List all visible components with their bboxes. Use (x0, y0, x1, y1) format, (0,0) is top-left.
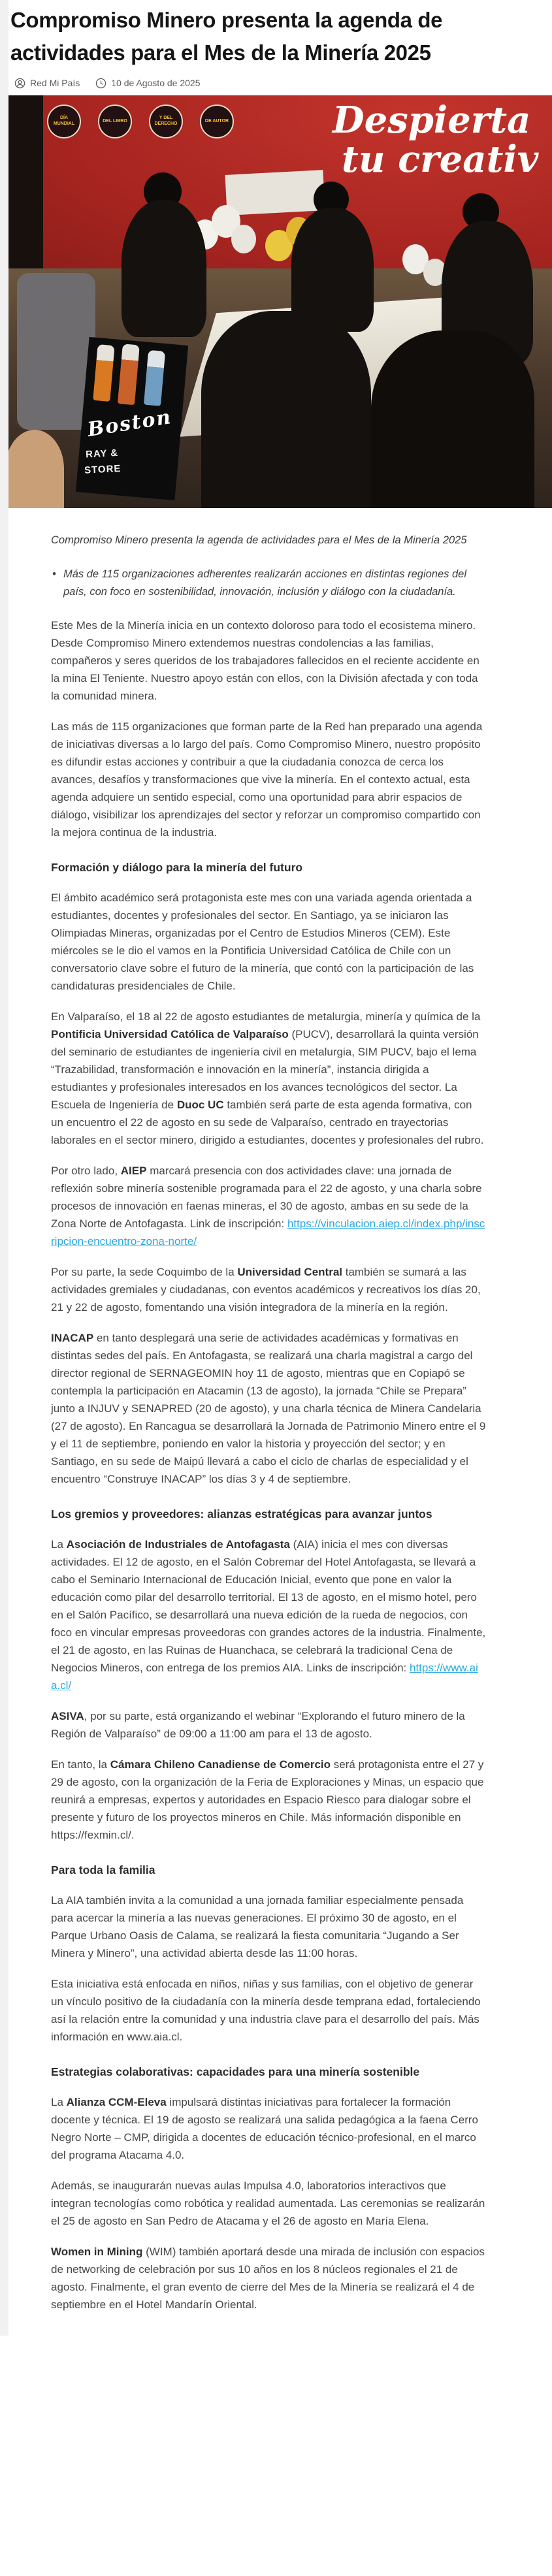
text-run: En tanto, la (51, 1758, 110, 1771)
text-run: El ámbito académico será protagonista este mes con una variada agenda orientada a estudiantes, docentes y profesionales del sector. En Santiago, ya se iniciaron las Olimpiadas Mineras, organizadas por el Centro de Estudios Mineros (CEM). Este miércoles se le dio el vamos en la Pontificia Universidad Católica de Chile con un conversatorio clave sobre el futuro de la minería, que contó con la participación de las candidaturas presidenciales de Chile. (51, 891, 474, 992)
bold-text: ASIVA (51, 1709, 84, 1722)
wall-script-text: Despierta tu creativ (333, 98, 539, 182)
text-run: (WIM) también aportará desde una mirada de inclusión con espacios de networking de celebración por sus 10 años en los 8 núcleos regionales el 21 de agosto. Finalmente, el gran evento de cierre del Mes de la Minería se realizará el 4 de septiembre en el Hotel Mandarín Oriental. (51, 2245, 485, 2311)
bold-text: Asociación de Industriales de Antofagasta (66, 1538, 290, 1551)
spray-can (144, 350, 165, 406)
text-run: , por su parte, está organizando el webinar “Explorando el futuro minero de la Región de Valparaíso” de 09:00 a 11:00 am para el 13 de agosto. (51, 1709, 465, 1740)
text-run: impulsará distintas iniciativas para fortalecer la formación docente y técnica. El 19 de agosto se realizará una salida pedagógica a la faena Cerro Negro Norte – CMP, dirigida a docentes de educación técnico-profesional, en el marco del programa Atacama 4.0. (51, 2095, 478, 2161)
body-paragraph (51, 2243, 487, 2313)
wall-badge: DÍA MUNDIAL (47, 105, 81, 138)
bold-text: AIEP (120, 1164, 147, 1177)
text-run: Además, se inaugurarán nuevas aulas Impulsa 4.0, laboratorios interactivos que integran tecnologías como robótica y realidad aumentada. Las ceremonias se realizarán el 25 de agosto en San Pedro de Atacama y el 26 de agosto en María Elena. (51, 2179, 485, 2227)
lead-bullet-list (51, 566, 487, 601)
text-run: En Valparaíso, el 18 al 22 de agosto estudiantes de metalurgia, minería y química de la (51, 1010, 481, 1023)
byline (14, 78, 552, 89)
body-paragraph (51, 1756, 487, 1844)
text-run: Por otro lado, (51, 1164, 121, 1177)
body-paragraph (51, 1536, 487, 1694)
text-run: Por su parte, la sede Coquimbo de la (51, 1265, 238, 1278)
text-run: marcará presencia con dos actividades clave: una jornada de reflexión sobre minería sostenible programada para el 22 de agosto, y una charla sobre procesos de innovación en faenas mineras, el 30 de agosto, ambas en su sede de la Zona Norte de Antofagasta. Link de inscripción: (51, 1164, 482, 1230)
wall-badges (47, 105, 234, 138)
body-paragraph (51, 617, 487, 705)
byline-author[interactable]: Red Mi País (30, 78, 80, 89)
graffiti-text: Boston (86, 405, 174, 442)
spray-poster (76, 337, 188, 500)
bold-text: Women in Mining (51, 2245, 143, 2258)
body-paragraph (51, 1162, 487, 1250)
text-run: en tanto desplegará una serie de actividades académicas y formativas en distintas sedes del país. En Antofagasta, se realizará una charla magistral a cargo del director regional de SERNAGEOMIN hoy 11 de agosto, mientras que en Copiapó se contempla la participación en Atacamin (13 de agosto), la jornada “Chile se Prepara” junto a INJUV y SENAPRED (20 de agosto), y una charla técnica de Minera Candelaria (27 de agosto). En Rancagua se desarrollará la Jornada de Patrimonio Minero entre el 9 y el 11 de septiembre, poniendo en valor la historia y proyección del sector; y en Santiago, en su sede de Maipú llevará a cabo el ciclo de charlas de especialidad y el encuentro “Construye INACAP” los días 3 y 4 de septiembre. (51, 1331, 486, 1485)
body-paragraph (51, 718, 487, 841)
clock-icon (95, 78, 106, 89)
white-balloon (231, 225, 256, 253)
body-paragraph (51, 2093, 487, 2164)
section-heading: Estrategias colaborativas: capacidades para una minería sostenible (51, 2065, 420, 2078)
inline-link[interactable]: https://vinculacion.aiep.cl/index.php/inscripcion-encuentro-zona-norte/ (51, 1217, 485, 1248)
hand-shape (5, 430, 64, 508)
spray-can (118, 344, 140, 405)
page-title: Compromiso Minero presenta la agenda de actividades para el Mes de la Minería 2025 (10, 8, 443, 65)
page-left-gutter (0, 0, 8, 2336)
body-paragraph (51, 889, 487, 995)
text-run: será protagonista entre el 27 y 29 de agosto, con la organización de la Feria de Exploraciones y Minas, un espacio que reunirá a empresas, expertos y autoridades en Espacio Riesco para dialogar sobre el presente y futuro de los proyectos mineros en Chile. Más información disponible en https://fexmin.cl/. (51, 1758, 484, 1841)
section-heading: Los gremios y proveedores: alianzas estratégicas para avanzar juntos (51, 1507, 432, 1521)
bold-text: Universidad Central (237, 1265, 342, 1278)
text-run: Las más de 115 organizaciones que forman parte de la Red han preparado una agenda de iniciativas diversas a lo largo del país. Como Compromiso Minero, nuestro propósito es difundir estas acciones y contribuir a que la ciudadanía conozca de cerca los avances, desafíos y transformaciones que vive la minería. En el contexto actual, esta agenda adquiere un sentido especial, como una oportunidad para abrir espacios de diálogo, visibilizar los aprendizajes del sector y reforzar un compromiso compartido con la mejora continua de la industria. (51, 720, 483, 839)
bold-text: Pontificia Universidad Católica de Valparaíso (51, 1027, 289, 1040)
byline-date: 10 de Agosto de 2025 (111, 78, 201, 89)
wall-badge: DEL LIBRO (98, 105, 132, 138)
white-banner (225, 170, 325, 216)
body-paragraph (51, 1008, 487, 1149)
text-run: La AIA también invita a la comunidad a una jornada familiar especialmente pensada para acercar la minería a las nuevas generaciones. El próximo 30 de agosto, en el Parque Urbano Oasis de Calama, se realizará la fiesta comunitaria “Jugando a Ser Minera y Minero”, una actividad abierta desde las 11:00 horas. (51, 1893, 464, 1959)
text-run: Esta iniciativa está enfocada en niños, niñas y sus familias, con el objetivo de generar un vínculo positivo de la ciudadanía con la minería desde temprana edad, fortaleciendo así la relación entre la comunidad y una industria clave para el desarrollo del país. Más información en www.aia.cl. (51, 1977, 481, 2043)
bold-text: Duoc UC (176, 1098, 224, 1111)
person-silhouette-foreground (201, 311, 371, 508)
body-paragraph (51, 1329, 487, 1488)
person-silhouette-foreground (371, 330, 534, 508)
text-run: también será parte de esta agenda formativa, con un encuentro el 22 de agosto en su sede de Valparaíso, centrado en trayectorias laborales en el sector minero, dirigido a estudiantes, docentes y profesionales del rubro. (51, 1098, 484, 1146)
dark-doorway (5, 95, 43, 285)
photo-caption: Compromiso Minero presenta la agenda de actividades para el Mes de la Minería 2025 (51, 534, 467, 546)
poster-text-line: RAY & (85, 447, 119, 460)
text-run: también se sumará a las actividades gremiales y ciudadanas, con eventos académicos y recreativos los días 20, 21 y 22 de agosto, fomentando una visión integradora de la minería en la región. (51, 1265, 481, 1313)
text-run: (AIA) inicia el mes con diversas actividades. El 12 de agosto, en el Salón Cobremar del Hotel Antofagasta, se llevará a cabo el Seminario Internacional de Educación Inicial, evento que pone en valor la educación como pilar del desarrollo territorial. El 13 de agosto, en el mismo hotel, pero en el Salón Pacífico, se desarrollará una nueva edición de la rueda de negocios, con foco en vincular empresas proveedoras con grandes actores de la industria. Finalmente, el 21 de agosto, en las Ruinas de Huanchaca, se celebrará la tradicional Cena de Negocios Mineros, con entrega de los premios AIA. Links de inscripción: (51, 1538, 486, 1674)
person-silhouette (122, 200, 206, 337)
text-run: La (51, 1538, 67, 1551)
body-paragraph (51, 1707, 487, 1743)
spray-can (93, 344, 114, 402)
section-heading: Formación y diálogo para la minería del futuro (51, 860, 303, 874)
wall-badge: DE AUTOR (200, 105, 234, 138)
text-run: (PUCV), desarrollará la quinta versión del seminario de estudiantes de ingeniería civil en metalurgia, SIM PUCV, bajo el lema “Trazabilidad, transformación e innovación en la minería”, instancia dirigida a estudiantes y profesionales interesados en los avances tecnológicos del sector. La Escuela de Ingeniería de (51, 1027, 479, 1111)
text-run: Este Mes de la Minería inicia en un contexto doloroso para todo el ecosistema minero. Desde Compromiso Minero extendemos nuestras condolencias a las familias, compañeros y seres queridos de los trabajadores fallecidos en el reciente accidente en la mina El Teniente. Nuestro apoyo están con ellos, con la División afectada y con toda la comunidad minera. (51, 619, 479, 702)
lead-bullet-item: • Más de 115 organizaciones adherentes realizarán acciones en distintas regiones del país, con foco en sostenibilidad, innovación, inclusión y diálogo con la ciudadanía. (51, 566, 487, 601)
body-paragraph (51, 1892, 487, 1962)
body-paragraph (51, 1975, 487, 2046)
section-heading: Para toda la familia (51, 1863, 155, 1876)
article-body (0, 601, 552, 2336)
inline-link[interactable]: https://www.aia.cl/ (51, 1661, 478, 1692)
body-paragraph (51, 2177, 487, 2230)
bold-text: Alianza CCM-Eleva (66, 2095, 167, 2108)
text-run: La (51, 2095, 67, 2108)
bold-text: Cámara Chileno Canadiense de Comercio (110, 1758, 331, 1771)
bold-text: INACAP (51, 1331, 94, 1344)
wall-badge: Y DEL DERECHO (149, 105, 183, 138)
hero-photo (5, 95, 552, 508)
poster-text-line: STORE (84, 462, 122, 476)
author-icon (14, 78, 25, 89)
body-paragraph (51, 1263, 487, 1316)
